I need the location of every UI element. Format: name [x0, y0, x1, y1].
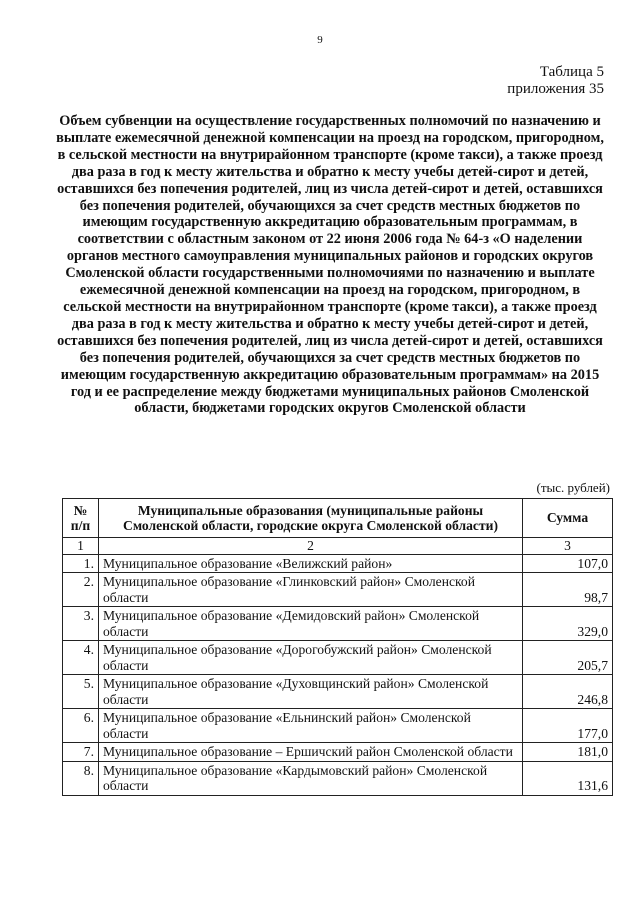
- document-heading: Объем субвенции на осуществление государственных полномочий по назначению и выплате ежемесячной денежной компенсации на проезд на городском, пригородном, в сельской местности на внутрирайонном транспорте (кроме такси), а также проезд два раза в год к месту жительства и обратно к месту учебы детей-сирот и детей, оставшихся без попечения родителей, лиц из числа детей-сирот и детей, оставшихся без попечения родителей, обучающихся за счет средств местных бюджетов по имеющим государственную аккредитацию образовательным программам, в соответствии с областным законом от 22 июня 2006 года № 64-з «О наделении органов местного самоуправления муниципальных районов и городских округов Смоленской области государственными полномочиями по назначению и выплате ежемесячной денежной компенсации на проезд на городском, пригородном, в сельской местности на внутрирайонном транспорте (кроме такси), а также проезд два раза в год к месту жительства и обратно к месту учебы детей-сирот и детей, оставшихся без попечения родителей, лиц из числа детей-сирот и детей, оставшихся без попечения родителей, обучающихся за счет средств местных бюджетов по имеющим государственную аккредитацию образовательным программам» на 2015 год и ее распределение между бюджетами муниципальных районов Смоленской области, бюджетами городских округов Смоленской области: [56, 113, 604, 417]
- table-row: [63, 743, 613, 762]
- table-header-row: [63, 499, 613, 538]
- municipality-name: Муниципальное образование «Духовщинский район» Смоленской области: [99, 675, 523, 709]
- municipality-name: Муниципальное образование «Глинковский район» Смоленской области: [99, 573, 523, 607]
- row-sum: 98,7: [523, 573, 613, 607]
- table-row: [63, 675, 613, 709]
- row-sum: 131,6: [523, 761, 613, 795]
- row-sum: 205,7: [523, 641, 613, 675]
- header-sum: Сумма: [523, 499, 613, 538]
- municipality-name: Муниципальное образование «Кардымовский район» Смоленской области: [99, 761, 523, 795]
- municipality-name: Муниципальное образование «Ельнинский район» Смоленской области: [99, 709, 523, 743]
- table-row: [63, 709, 613, 743]
- column-index: 1: [63, 538, 99, 555]
- table-row: [63, 607, 613, 641]
- row-number: 7.: [63, 743, 99, 762]
- row-sum: 329,0: [523, 607, 613, 641]
- row-number: 1.: [63, 554, 99, 573]
- row-sum: 246,8: [523, 675, 613, 709]
- header-num: № п/п: [63, 499, 99, 538]
- row-number: 2.: [63, 573, 99, 607]
- table-row: [63, 641, 613, 675]
- row-number: 3.: [63, 607, 99, 641]
- row-sum: 177,0: [523, 709, 613, 743]
- subvention-table: [62, 498, 613, 796]
- municipality-name: Муниципальное образование «Велижский район»: [99, 554, 523, 573]
- column-index: 2: [99, 538, 523, 555]
- table-reference: [507, 64, 604, 98]
- row-number: 8.: [63, 761, 99, 795]
- page-number: 9: [317, 34, 323, 46]
- unit-note: (тыс. рублей): [536, 480, 610, 495]
- municipality-name: Муниципальное образование «Дорогобужский район» Смоленской области: [99, 641, 523, 675]
- header-name: Муниципальные образования (муниципальные районы Смоленской области, городские округа Смоленской области): [99, 499, 523, 538]
- municipality-name: Муниципальное образование – Ершичский район Смоленской области: [99, 743, 523, 762]
- row-sum: 181,0: [523, 743, 613, 762]
- row-number: 6.: [63, 709, 99, 743]
- municipality-name: Муниципальное образование «Демидовский район» Смоленской области: [99, 607, 523, 641]
- table-row: [63, 761, 613, 795]
- row-number: 4.: [63, 641, 99, 675]
- row-number: 5.: [63, 675, 99, 709]
- table-ref-line2: приложения 35: [507, 81, 604, 97]
- row-sum: 107,0: [523, 554, 613, 573]
- table-row: [63, 573, 613, 607]
- column-index-row: [63, 538, 613, 555]
- table-ref-line1: Таблица 5: [539, 64, 604, 80]
- column-index: 3: [523, 538, 613, 555]
- table-row: [63, 554, 613, 573]
